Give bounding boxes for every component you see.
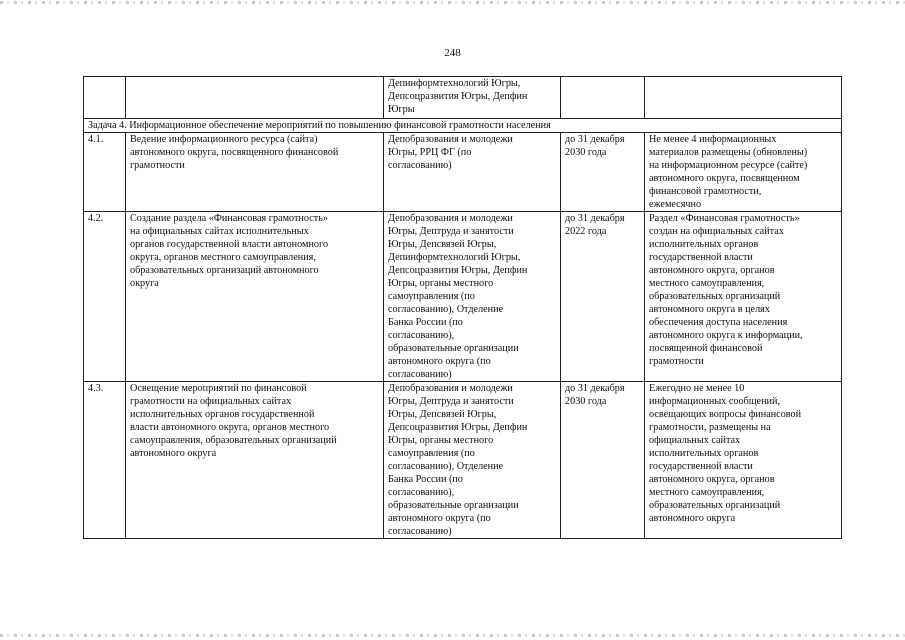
- cell-term: [561, 77, 645, 119]
- cell-responsible: Депобразования и молодежи Югры, Дептруда и занятости Югры, Депсвязей Югры, Депсоцразвития Югры, Депфин Югры, органы местного самоуправления (по согласованию), Отделение Банка России (по согласованию), образовательные организации автономного округа (по согласованию): [384, 382, 561, 539]
- table-row: [84, 133, 842, 212]
- activities-table: [83, 76, 842, 539]
- cell-term: до 31 декабря 2030 года: [561, 133, 645, 212]
- cell-result: Ежегодно не менее 10 информационных сообщений, освещающих вопросы финансовой грамотности, размещены на официальных сайтах исполнительных органов государственной власти автономного округа, органов местного самоуправления, образовательных организаций автономного округа: [645, 382, 842, 539]
- cell-number: [84, 77, 126, 119]
- cell-activity: [126, 77, 384, 119]
- table-row-continuation: [84, 77, 842, 119]
- cell-result: Раздел «Финансовая грамотность» создан на официальных сайтах исполнительных органов государственной власти автономного округа, органов местного самоуправления, образовательных организаций автономного округа в целях обеспечения доступа населения автономного округа к информации, посвященной финансовой грамотности: [645, 212, 842, 382]
- task-heading-row: [84, 119, 842, 133]
- cell-result: Не менее 4 информационных материалов размещены (обновлены) на информационном ресурсе (сайте) автономного округа, посвященном финансовой грамотности, ежемесячно: [645, 133, 842, 212]
- cell-number: 4.2.: [84, 212, 126, 382]
- scan-noise-bottom: [0, 634, 905, 637]
- cell-activity: Создание раздела «Финансовая грамотность» на официальных сайтах исполнительных органов государственной власти автономного округа, органов местного самоуправления, образовательных организаций автономного округа: [126, 212, 384, 382]
- cell-responsible: Депобразования и молодежи Югры, РРЦ ФГ (по согласованию): [384, 133, 561, 212]
- task-heading: Задача 4. Информационное обеспечение мероприятий по повышению финансовой грамотности населения: [84, 119, 842, 133]
- cell-result: [645, 77, 842, 119]
- cell-activity: Освещение мероприятий по финансовой грамотности на официальных сайтах исполнительных органов государственной власти автономного округа, органов местного самоуправления, образовательных организаций автономного округа: [126, 382, 384, 539]
- scan-noise-top: [0, 1, 905, 4]
- cell-term: до 31 декабря 2030 года: [561, 382, 645, 539]
- cell-responsible: Депобразования и молодежи Югры, Дептруда и занятости Югры, Депсвязей Югры, Депинформтехнологий Югры, Депсоцразвития Югры, Депфин Югры, органы местного самоуправления (по согласованию), Отделение Банка России (по согласованию), образовательные организации автономного округа (по согласованию): [384, 212, 561, 382]
- table-row: [84, 382, 842, 539]
- cell-term: до 31 декабря 2022 года: [561, 212, 645, 382]
- table-row: [84, 212, 842, 382]
- page-number: 248: [444, 47, 461, 59]
- cell-activity: Ведение информационного ресурса (сайта) автономного округа, посвященного финансовой грамотности: [126, 133, 384, 212]
- cell-number: 4.3.: [84, 382, 126, 539]
- cell-number: 4.1.: [84, 133, 126, 212]
- cell-responsible: Депинформтехнологий Югры, Депсоцразвития Югры, Депфин Югры: [384, 77, 561, 119]
